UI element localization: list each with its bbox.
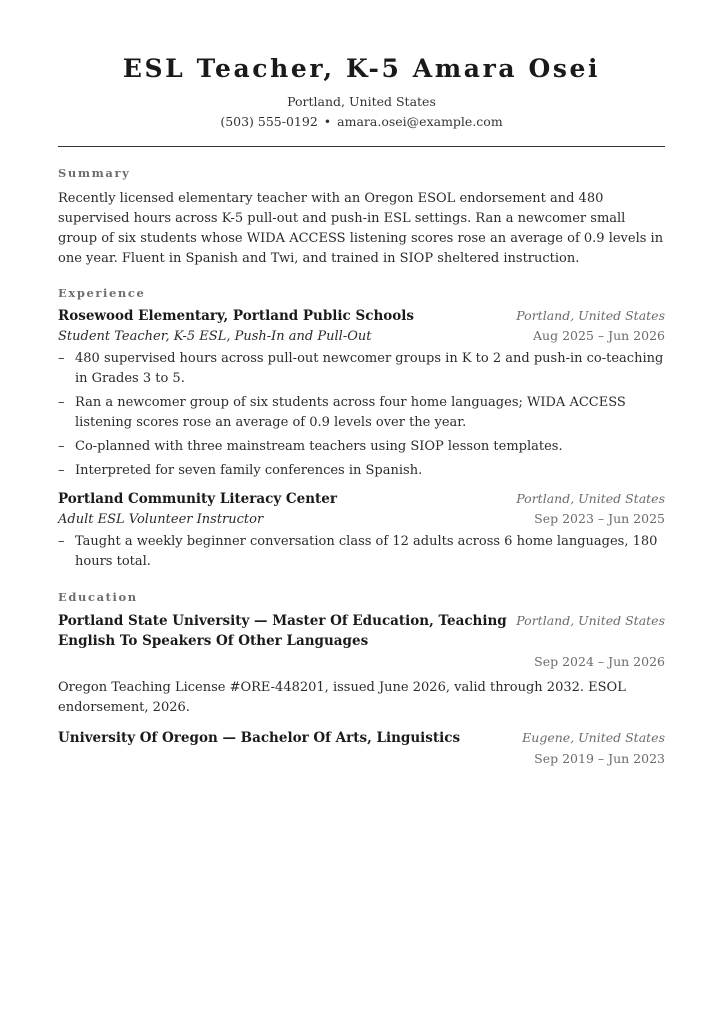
- email-address: amara.osei@example.com: [337, 114, 503, 129]
- education-title: University Of Oregon — Bachelor Of Arts, Linguistics: [58, 730, 461, 746]
- bullet-item: [58, 461, 665, 481]
- education-entry: [58, 611, 665, 718]
- education-entry: [58, 728, 665, 769]
- resume-title: ESL Teacher, K-5 Amara Osei: [122, 54, 601, 83]
- education-heading: Education: [58, 590, 138, 604]
- education-dates: Sep 2024 – Jun 2026: [534, 654, 665, 669]
- summary-section: [58, 165, 665, 269]
- bullet-text: Co-planned with three mainstream teachers using SIOP lesson templates.: [75, 439, 563, 454]
- education-location: Eugene, United States: [522, 730, 665, 745]
- experience-dates: Aug 2025 – Jun 2026: [533, 328, 665, 343]
- bullet-dash: –: [58, 351, 65, 366]
- experience-heading: Experience: [58, 286, 146, 300]
- bullet-text: 480 supervised hours across pull-out newcomer groups in K to 2 and push-in co-teaching in Grades 3 to 5.: [75, 351, 664, 386]
- header-divider: [58, 146, 665, 147]
- experience-section: [58, 285, 665, 572]
- bullet-item: [58, 532, 665, 572]
- bullet-dash: –: [58, 439, 65, 454]
- summary-text: Recently licensed elementary teacher with an Oregon ESOL endorsement and 480 supervised hours across K-5 pull-out and push-in ESL settings. Ran a newcomer small group of six students whose WIDA ACCESS listening scores rose an average of 0.9 levels in one year. Fluent in Spanish and Twi, and trained in SIOP sheltered instruction.: [58, 191, 664, 266]
- education-dates: Sep 2019 – Jun 2023: [534, 751, 665, 766]
- experience-organization: Rosewood Elementary, Portland Public Schools: [58, 308, 415, 324]
- education-note: Oregon Teaching License #ORE-448201, issued June 2026, valid through 2032. ESOL endorsement, 2026.: [58, 680, 626, 715]
- experience-bullets: [58, 349, 665, 481]
- bullet-text: Interpreted for seven family conferences in Spanish.: [75, 463, 423, 478]
- bullet-item: [58, 393, 665, 433]
- bullet-item: [58, 437, 665, 457]
- education-section: [58, 589, 665, 769]
- experience-dates: Sep 2023 – Jun 2025: [534, 511, 665, 526]
- experience-role: Student Teacher, K-5 ESL, Push-In and Pull-Out: [58, 329, 372, 344]
- bullet-dash: –: [58, 534, 65, 549]
- phone-number: (503) 555-0192: [220, 114, 318, 129]
- experience-bullets: [58, 532, 665, 572]
- bullet-item: [58, 349, 665, 389]
- experience-entry: [58, 306, 665, 481]
- bullet-text: Taught a weekly beginner conversation class of 12 adults across 6 home languages, 180 hours total.: [75, 534, 658, 569]
- summary-heading: Summary: [58, 166, 131, 180]
- experience-entry: [58, 489, 665, 572]
- experience-location: Portland, United States: [516, 308, 665, 323]
- resume-page: [58, 0, 665, 769]
- contact-separator: •: [323, 114, 332, 129]
- contact-line: [58, 114, 665, 130]
- education-location: Portland, United States: [516, 613, 665, 628]
- experience-location: Portland, United States: [516, 491, 665, 506]
- bullet-dash: –: [58, 395, 65, 410]
- header-location: Portland, United States: [287, 94, 436, 109]
- bullet-dash: –: [58, 463, 65, 478]
- experience-role: Adult ESL Volunteer Instructor: [58, 512, 264, 527]
- education-title: Portland State University — Master Of Education, Teaching English To Speakers Of Other Languages: [58, 613, 507, 649]
- bullet-text: Ran a newcomer group of six students across four home languages; WIDA ACCESS listening scores rose an average of 0.9 levels over the year.: [75, 395, 626, 430]
- experience-organization: Portland Community Literacy Center: [58, 491, 337, 507]
